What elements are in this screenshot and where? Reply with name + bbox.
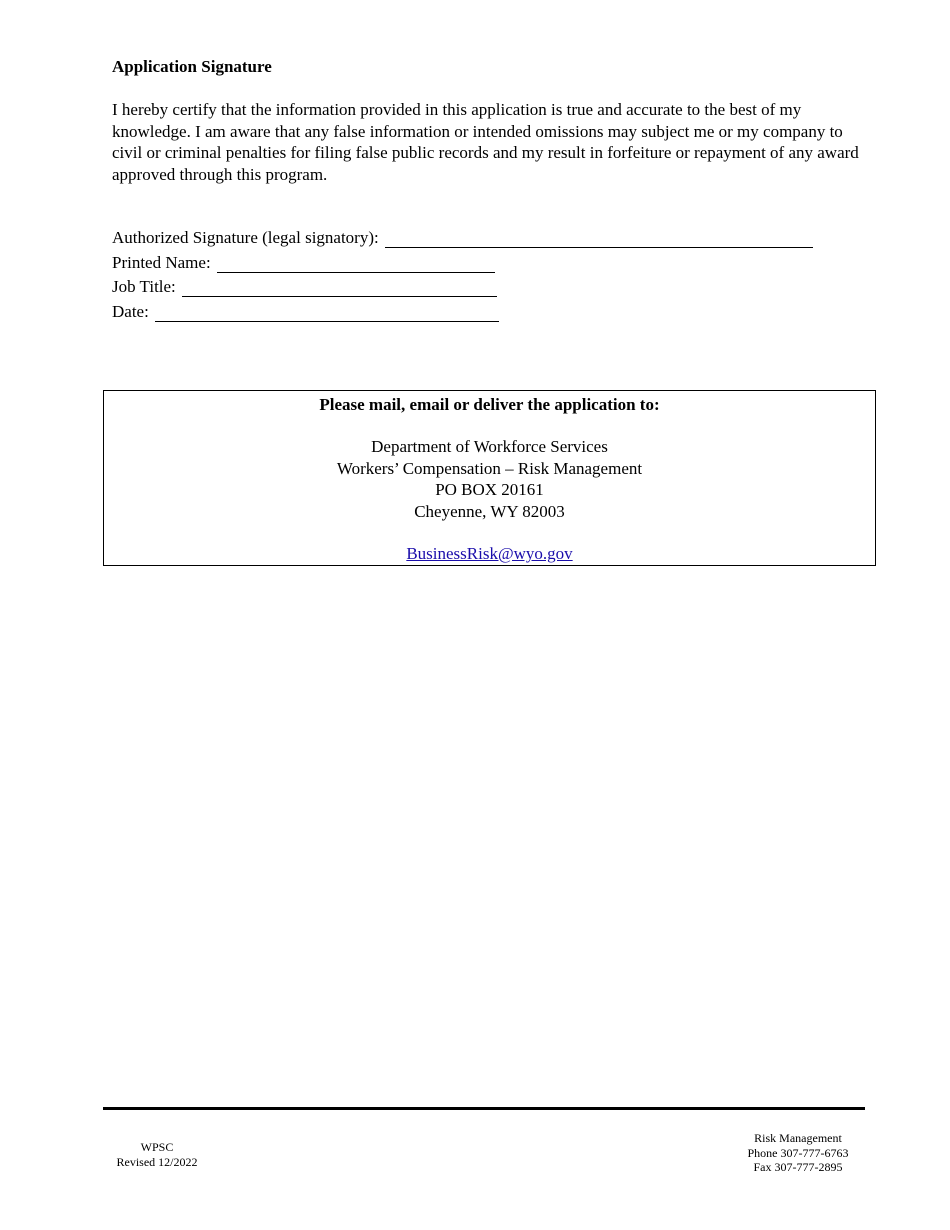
signature-line[interactable] [385, 229, 813, 248]
mailing-address [104, 436, 875, 522]
mailing-title: Please mail, email or deliver the application to: [319, 395, 660, 414]
date-label: Date: [112, 302, 149, 321]
revision-date: Revised 12/2022 [116, 1155, 198, 1169]
email-link[interactable]: BusinessRisk@wyo.gov [406, 544, 573, 563]
signature-field [112, 226, 813, 248]
contact-department: Risk Management [754, 1131, 842, 1145]
job-title-label: Job Title: [112, 277, 176, 296]
footer-contact [738, 1131, 858, 1175]
section-heading: Application Signature [112, 57, 272, 76]
form-code: WPSC [140, 1140, 174, 1154]
signature-label: Authorized Signature (legal signatory): [112, 228, 379, 247]
footer-form-info [112, 1140, 202, 1170]
footer-divider [103, 1107, 865, 1110]
job-title-line[interactable] [182, 278, 497, 297]
printed-name-field [112, 251, 495, 273]
address-line: PO BOX 20161 [435, 480, 544, 499]
certification-text: I hereby certify that the information provided in this application is true and accurate to the best of my knowledge. I am aware that any false information or intended omissions may subject me or my company to civil or criminal penalties for filing false public records and my result in forfeiture or repayment of any award approved through this program. [112, 100, 859, 184]
mailing-instructions-box [103, 390, 876, 566]
printed-name-label: Printed Name: [112, 253, 211, 272]
contact-fax: Fax 307-777-2895 [753, 1160, 843, 1174]
date-field [112, 300, 499, 322]
printed-name-line[interactable] [217, 254, 495, 273]
contact-phone: Phone 307-777-6763 [747, 1145, 849, 1160]
address-line: Workers’ Compensation – Risk Management [336, 458, 643, 478]
address-line: Cheyenne, WY 82003 [414, 501, 565, 521]
date-line[interactable] [155, 303, 499, 322]
address-line: Department of Workforce Services [371, 437, 608, 456]
job-title-field [112, 275, 497, 297]
